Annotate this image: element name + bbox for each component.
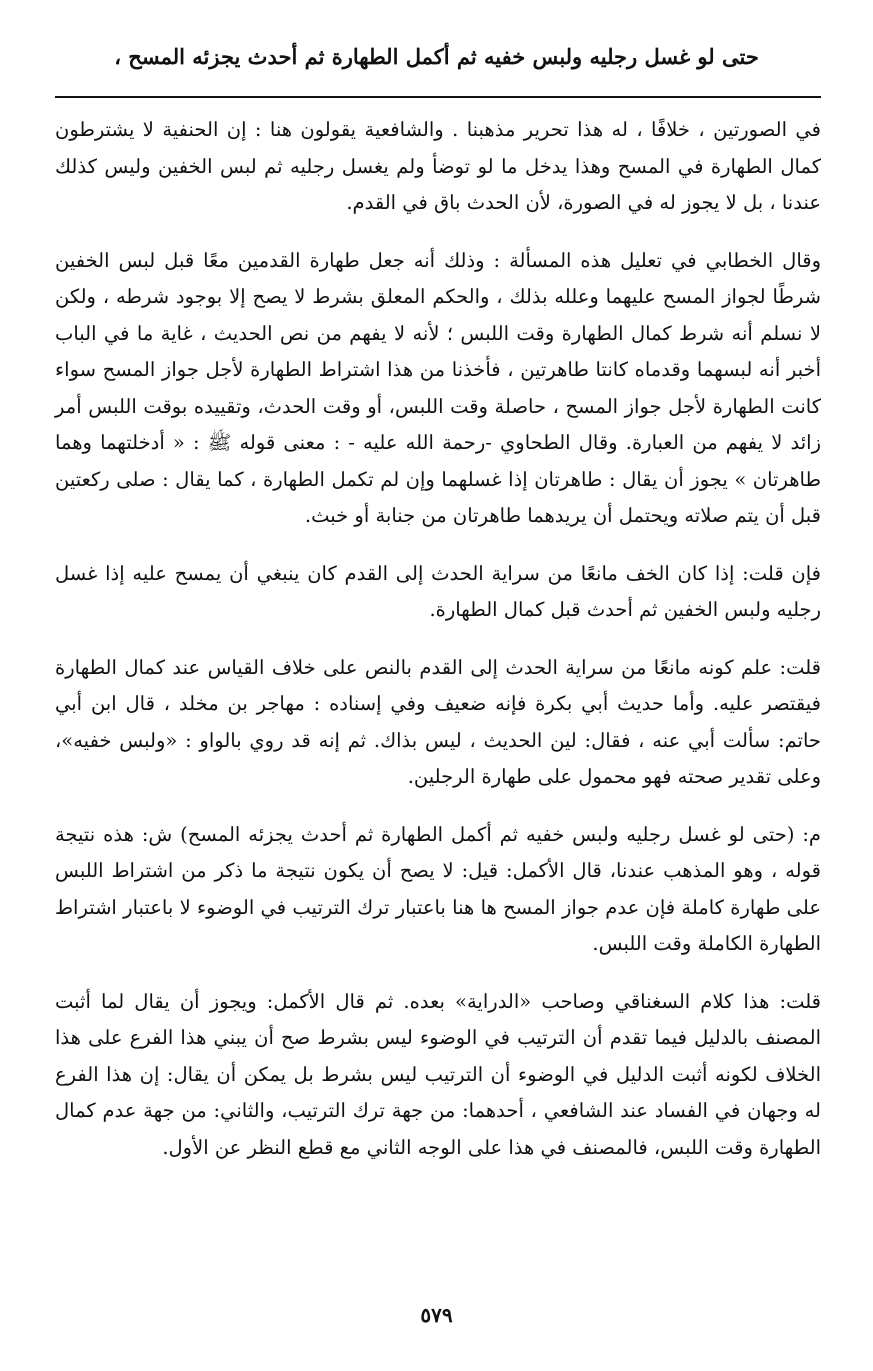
paragraph-1: في الصورتين ، خلافًا ، له هذا تحرير مذهبنا . والشافعية يقولون هنا : إن الحنفية لا يشترطون كمال الطهارة في المسح وهذا يدخل ما لو توضأ ولم يغسل رجليه ثم لبس الخفين وليس كذلك عندنا ، بل لا يجوز له في الصورة، لأن الحدث باق في القدم. — [55, 118, 821, 214]
running-header: حتى لو غسل رجليه ولبس خفيه ثم أكمل الطهارة ثم أحدث يجزئه المسح ، — [114, 44, 759, 69]
paragraph-4: قلت: علم كونه مانعًا من سراية الحدث إلى القدم بالنص على خلاف القياس عند كمال الطهارة فيقتصر عليه. وأما حديث أبي بكرة فإنه ضعيف وفي إسناده : مهاجر بن مخلد ، قال ابن أبي حاتم: سألت أبي عنه ، فقال: لين الحديث ، ليس بذاك. ثم إنه قد روي بالواو : «ولبس خفيه»، وعلى تقدير صحته فهو محمول على طهارة الرجلين. — [55, 655, 821, 788]
paragraph-2: وقال الخطابي في تعليل هذه المسألة : وذلك أنه جعل طهارة القدمين معًا قبل لبس الخفين شرطًا لجواز المسح عليهما وعلله بذلك ، والحكم المعلق بشرط لا يصح إلا بوجود شرطه ، ولكن لا نسلم أنه شرط كمال الطهارة وقت اللبس ؛ لأنه لا يفهم من نص الحديث ، غاية ما في الباب أخبر أنه لبسهما وقدماه كانتا طاهرتين ، فأخذنا من هذا اشتراط الطهارة لأجل جواز المسح سواء كانت الطهارة لأجل جواز المسح ، حاصلة وقت اللبس، أو وقت الحدث، وتقييده بوقت اللبس أمر زائد لا يفهم من العبارة. وقال الطحاوي -رحمة الله عليه - : معنى قوله ﷺ : « أدخلتهما وهما طاهرتان » يجوز أن يقال : طاهرتان إذا غسلهما وإن لم تكمل الطهارة ، كما يقال : صلى ركعتين قبل أن يتم صلاته ويحتمل أن يريدهما طاهرتان من جنابة أو خبث. — [55, 248, 821, 527]
header-divider — [55, 96, 821, 98]
paragraph-6: قلت: هذا كلام السغناقي وصاحب «الدراية» بعده. ثم قال الأكمل: ويجوز أن يقال لما أثبت المصنف بالدليل فيما تقدم أن الترتيب في الوضوء ليس بشرط صح أن يبني هذا الفرع على هذا الخلاف لكونه أثبت الدليل في الوضوء أن الترتيب ليس بشرط بل يمكن أن يقال: إن هذا الفرع له وجهان في الفساد عند الشافعي ، أحدهما: من جهة ترك الترتيب، والثاني: من جهة عدم كمال الطهارة وقت اللبس، فالمصنف في هذا على الوجه الثاني مع قطع النظر عن الأول. — [55, 989, 821, 1159]
paragraph-3: فإن قلت: إذا كان الخف مانعًا من سراية الحدث إلى القدم كان ينبغي أن يمسح عليه إذا غسل رجليه ولبس الخفين ثم أحدث قبل كمال الطهارة. — [55, 561, 821, 621]
body-text — [55, 112, 821, 1187]
page-number: ٥٧٩ — [420, 1303, 453, 1327]
paragraph-5: م: (حتى لو غسل رجليه ولبس خفيه ثم أكمل الطهارة ثم أحدث يجزئه المسح) ش: هذه نتيجة قوله ، وهو المذهب عندنا، قال الأكمل: قيل: لا يصح أن يكون نتيجة ما ذكر من اشتراط اللبس على طهارة كاملة فإن عدم جواز المسح ها هنا باعتبار ترك الترتيب في الوضوء لا باعتبار اشتراط الطهارة الكاملة وقت اللبس. — [55, 822, 821, 955]
